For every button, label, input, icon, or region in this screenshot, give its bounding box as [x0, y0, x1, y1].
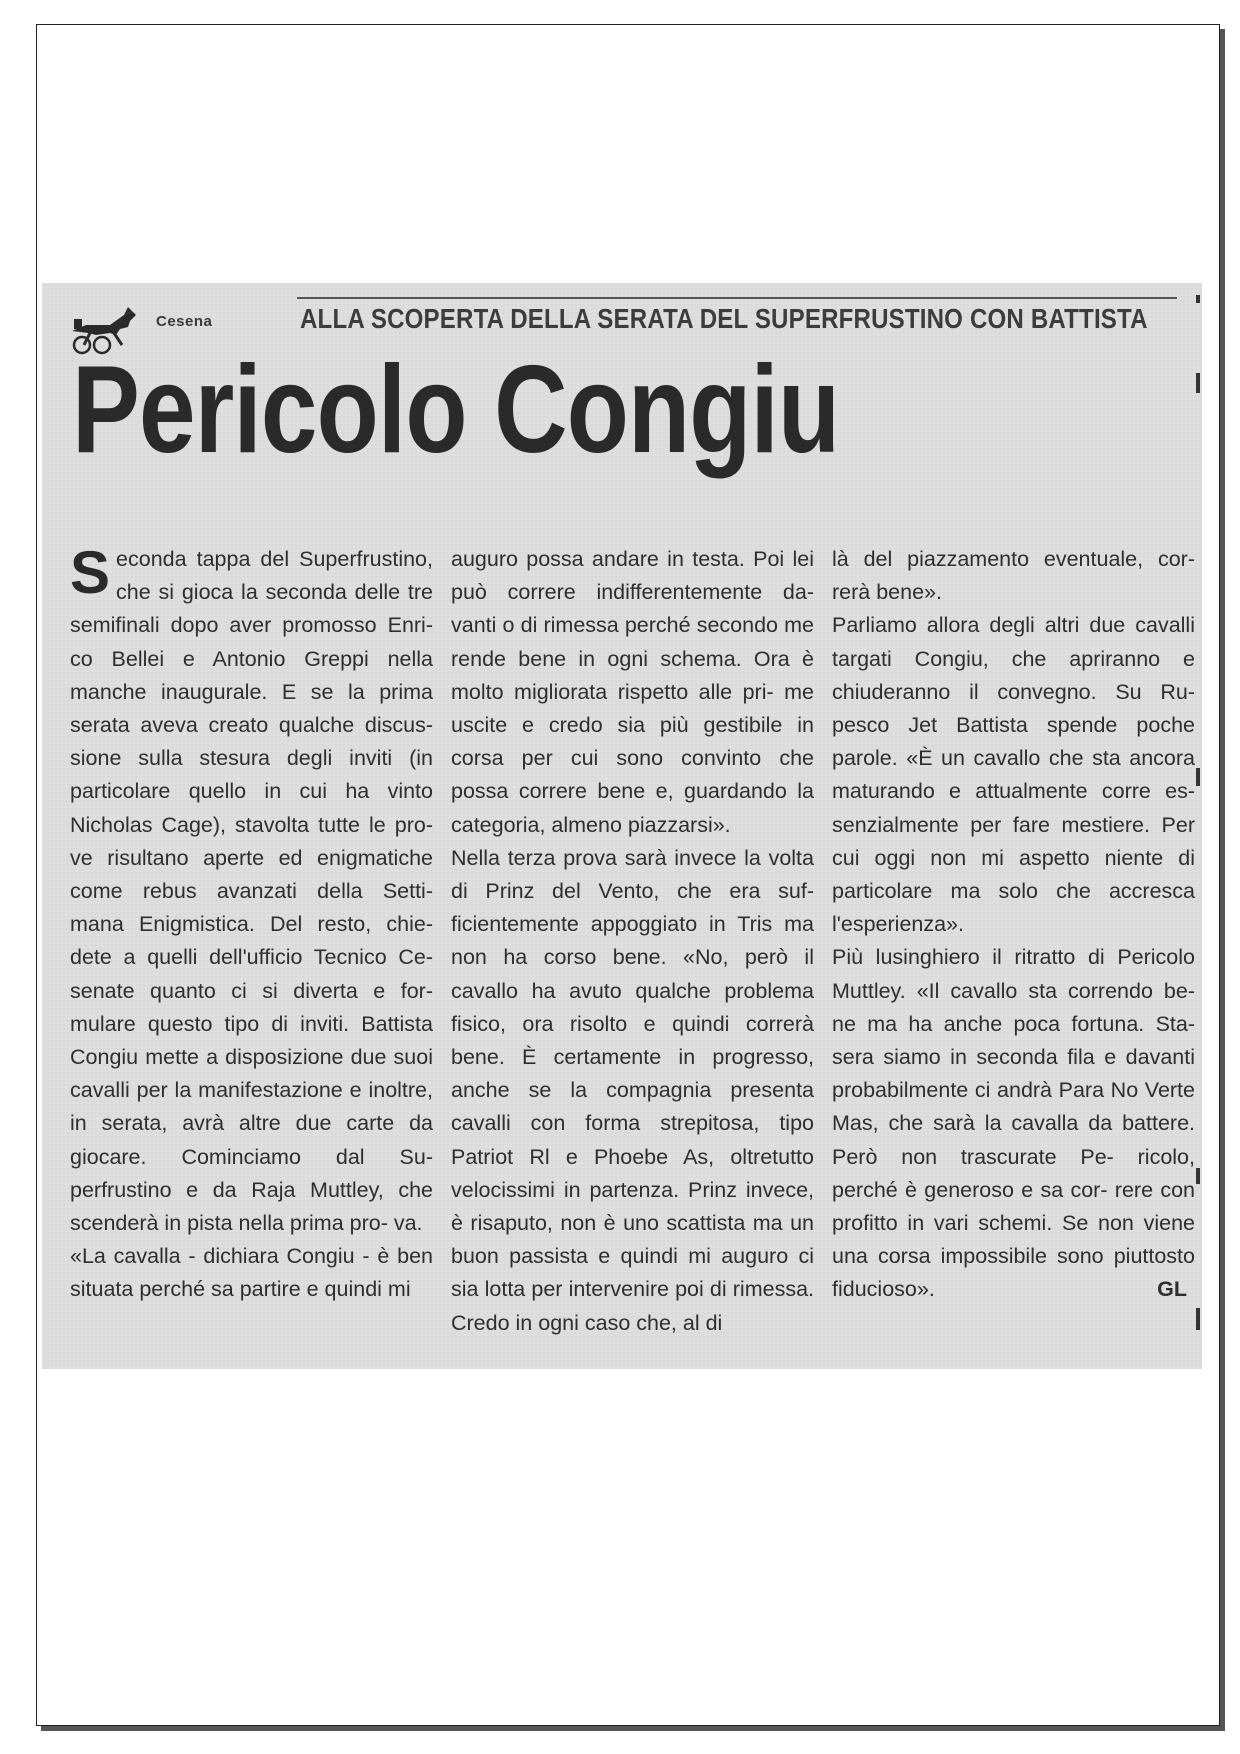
paragraph: Parliamo allora degli altri due cavalli targati Congiu, che apriranno e chiuderanno il convegno. Su Ru- pesco Jet Battista spende poche parole. «È un cavallo che sta ancora maturando e attualmente corre es- senzialmente per fare mestiere. Per cui oggi non mi aspetto niente di particolare ma solo che accresca l'esperienza».: [832, 613, 1195, 937]
edge-mark: [1196, 1168, 1200, 1184]
paragraph: auguro possa andare in testa. Poi lei può correre indifferentemente da- vanti o di rimessa perché secondo me rende bene in ogni schema. Ora è molto migliorata rispetto alle pri- me uscite e credo sia più gestibile in corsa per cui sono convinto che possa correre bene e, guardando la categoria, almeno piazzarsi».: [451, 547, 814, 837]
headline: Pericolo Congiu: [72, 341, 840, 479]
drop-cap: S: [70, 539, 111, 606]
edge-mark: [1196, 1308, 1200, 1330]
article-column-2: [451, 543, 814, 1340]
article-body: [70, 539, 1240, 1340]
paragraph: Più lusinghiero il ritratto di Pericolo Muttley. «Il cavallo sta correndo be- ne ma ha anche poca fortuna. Sta- sera siamo in seconda fila e davanti probabilmente ci andrà Para No Verte Mas, che sarà la cavalla da battere. Però non trascurate Pe- ricolo, perché è generoso e sa cor- rere con profitto in vari schemi. Se non viene una corsa impossibile sono piuttosto fiducioso». GL: [832, 941, 1195, 1306]
edge-mark: [1196, 295, 1200, 303]
edge-mark: [1196, 768, 1200, 786]
edge-mark: [1196, 373, 1200, 393]
paragraph: Nella terza prova sarà invece la volta di Prinz del Vento, che era suf- ficientemente appoggiato in Tris ma non ha corso bene. «No, però il cavallo ha avuto qualche problema fisico, ora risolto e quindi correrà bene. È certamente in progresso, anche se la compagnia presenta cavalli con forma strepitosa, tipo Patriot Rl e Phoebe As, oltretutto velocissimi in partenza. Prinz invece, è risaputo, non è uno scattista ma un buon passista e quindi mi auguro ci sia lotta per intervenire poi di rimessa. Credo in ogni caso che, al di: [451, 845, 814, 1335]
author-signature: GL: [1157, 1277, 1187, 1302]
section-label: Cesena: [156, 313, 213, 330]
top-rule: [297, 297, 1177, 299]
article-column-3: [832, 543, 1195, 1340]
paragraph: là del piazzamento eventuale, cor- rerà bene».: [832, 547, 1195, 605]
paragraph: Seconda tappa del Superfrustino, che si gioca la seconda delle tre semifinali dopo aver promosso Enri- co Bellei e Antonio Greppi nella manche inaugurale. E se la prima serata aveva creato qualche discus- sione sulla stesura degli inviti (in particolare quello in cui ha vinto Nicholas Cage), stavolta tutte le pro- ve risultano aperte ed enigmatiche come rebus avanzati della Setti- mana Enigmistica. Del resto, chie- dete a quelli dell'ufficio Tecnico Ce- senate quanto ci si diverta e for- mulare questo tipo di inviti. Battista Congiu mette a disposizione due suoi cavalli per la manifestazione e inoltre, in serata, avrà altre due carte da giocare. Cominciamo dal Su- perfrustino e da Raja Muttley, che scenderà in pista nella prima pro- va.: [70, 539, 433, 1236]
paragraph: «La cavalla - dichiara Congiu - è ben situata perché sa partire e quindi mi: [70, 1244, 433, 1302]
newspaper-clipping: [42, 283, 1202, 1369]
kicker: ALLA SCOPERTA DELLA SERATA DEL SUPERFRUSTINO CON BATTISTA: [300, 303, 1148, 334]
article-column-1: [70, 539, 433, 1340]
